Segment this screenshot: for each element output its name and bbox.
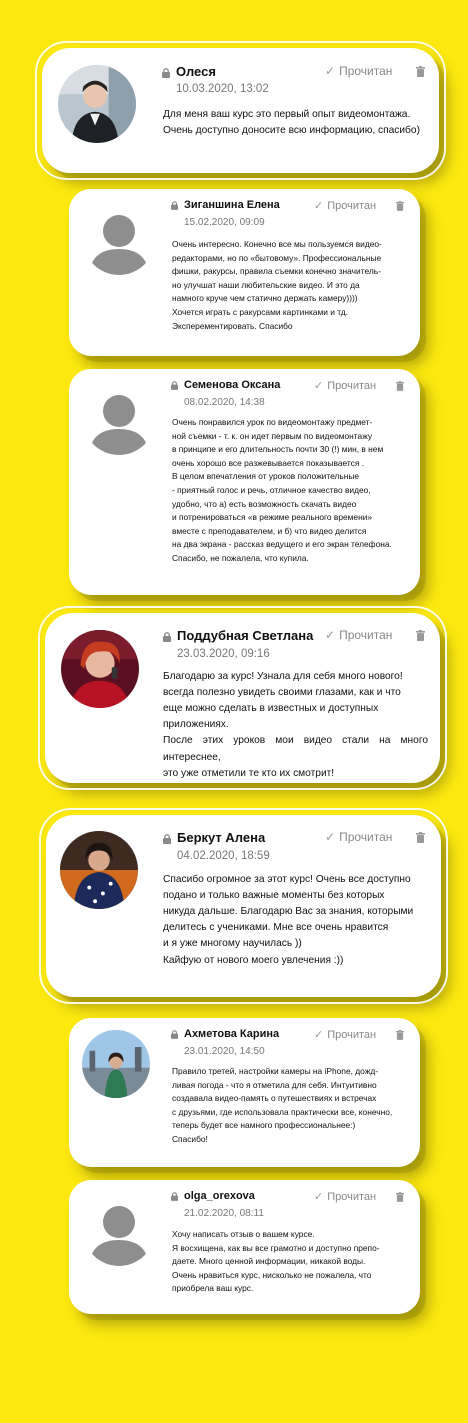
check-icon: ✓ [314, 200, 324, 212]
review-text: Правило третей, настройки камеры на iPhone, дожд- ливая погода - что я отметила для себя. Интуитивно создавала видео-память о путешествиях и встречах с друзьями, где использовала практически все, конечно, теперь будет все намного профессиональнее:) Спасибо! [172, 1066, 393, 1145]
check-icon: ✓ [325, 64, 336, 78]
review-card [69, 189, 420, 356]
review-card [42, 48, 439, 173]
check-icon: ✓ [314, 1191, 324, 1203]
lock-icon [171, 381, 178, 390]
read-status: ✓ Прочитан [314, 200, 377, 212]
review-date: 21.02.2020, 08:11 [184, 1208, 264, 1219]
read-status: ✓ Прочитан [325, 64, 393, 78]
review-date: 23.03.2020, 09:16 [177, 648, 270, 660]
check-icon: ✓ [314, 380, 324, 392]
trash-icon[interactable] [396, 381, 404, 391]
avatar [82, 1030, 150, 1098]
review-text: Благодарю за курс! Узнала для себя много нового! всегда полезно увидеть своими глазами, как и что еще можно сделать в известных и доступных приложениях. После этих уроков мои видео стали на много интереснее, это уже отметили те кто их смотрит! [163, 671, 428, 779]
reviewer-name: Беркут Алена [163, 830, 265, 845]
avatar [83, 203, 155, 275]
check-icon: ✓ [325, 628, 336, 642]
read-status: ✓ Прочитан [314, 380, 377, 392]
trash-icon[interactable] [396, 201, 404, 211]
avatar [58, 65, 136, 143]
reviewer-name: Олеся [162, 64, 216, 79]
review-card [45, 613, 440, 783]
avatar [83, 383, 155, 455]
review-card [69, 1180, 420, 1314]
review-date: 15.02.2020, 09:09 [184, 217, 265, 228]
review-date: 08.02.2020, 14:38 [184, 397, 265, 408]
avatar [61, 630, 139, 708]
review-date: 04.02.2020, 18:59 [177, 850, 270, 862]
trash-icon[interactable] [396, 1192, 404, 1202]
lock-icon [171, 1030, 178, 1039]
review-card [69, 1018, 420, 1167]
avatar [60, 831, 138, 909]
reviewer-name: Зиганшина Елена [171, 199, 280, 211]
trash-icon[interactable] [416, 630, 425, 641]
read-status: ✓ Прочитан [314, 1029, 377, 1041]
lock-icon [162, 68, 170, 78]
lock-icon [171, 1192, 178, 1201]
review-date: 10.03.2020, 13:02 [176, 83, 269, 95]
reviewer-name: Поддубная Светлана [163, 628, 313, 643]
reviewer-name: olga_orexova [171, 1190, 255, 1202]
check-icon: ✓ [325, 830, 336, 844]
lock-icon [171, 201, 178, 210]
reviewer-name: Ахметова Карина [171, 1028, 279, 1040]
review-card [46, 815, 441, 997]
read-status: ✓ Прочитан [325, 628, 393, 642]
review-text: Очень интересно. Конечно все мы пользуемся видео- редакторами, но по «бытовому». Профессиональные фишки, ракурсы, правила съемки конечно значитель- но улучшат наши любительские видео. И это да намного круче чем статично держать камеру)))) Хочется играть с ракурсами картинками и тд. Эксперементировать. Спасибо [172, 239, 382, 331]
reviewer-name: Семенова Оксана [171, 379, 280, 391]
review-card [69, 369, 420, 595]
trash-icon[interactable] [416, 66, 425, 77]
review-text: Для меня ваш курс это первый опыт видеомонтажа. Очень доступно доносите всю информацию, спасибо) [163, 109, 420, 137]
trash-icon[interactable] [416, 832, 425, 843]
review-text: Спасибо огромное за этот курс! Очень все доступно подано и только важные моменты без которых никуда дальше. Благодарю Вас за знания, которыми делитесь с учениками. Мне все очень нравится и я уже многому научилась )) Кайфую от нового моего увлечения :)) [163, 874, 414, 966]
lock-icon [163, 834, 171, 844]
read-status: ✓ Прочитан [314, 1191, 377, 1203]
check-icon: ✓ [314, 1029, 324, 1041]
lock-icon [163, 632, 171, 642]
review-text: Хочу написать отзыв о вашем курсе. Я восхищена, как вы все грамотно и доступно препо- даете. Много ценной информации, никакой воды. Очень нравиться курс, нисколько не пожалела, что приобрела ваш курс. [172, 1229, 380, 1294]
review-text: Очень понравился урок по видеомонтажу предмет- ной съемки - т. к. он идет первым по видеомонтажу в принципе и его длительность почти 30 (!) мин, в нем очень хорошо все разжевывается показывается . В целом впечатления от уроков положительные - приятный голос и речь, отличное качество видео, удобно, что а) есть возможность скачать видео и потренироваться «в режиме реального времени» вместе с преподавателем, и б) что видео делится на два экрана - рассказ ведущего и его экран телефона. Спасибо, не пожалела, что купила. [172, 417, 392, 564]
read-status: ✓ Прочитан [325, 830, 393, 844]
trash-icon[interactable] [396, 1030, 404, 1040]
avatar [83, 1194, 155, 1266]
review-date: 23.01.2020, 14:50 [184, 1046, 265, 1057]
